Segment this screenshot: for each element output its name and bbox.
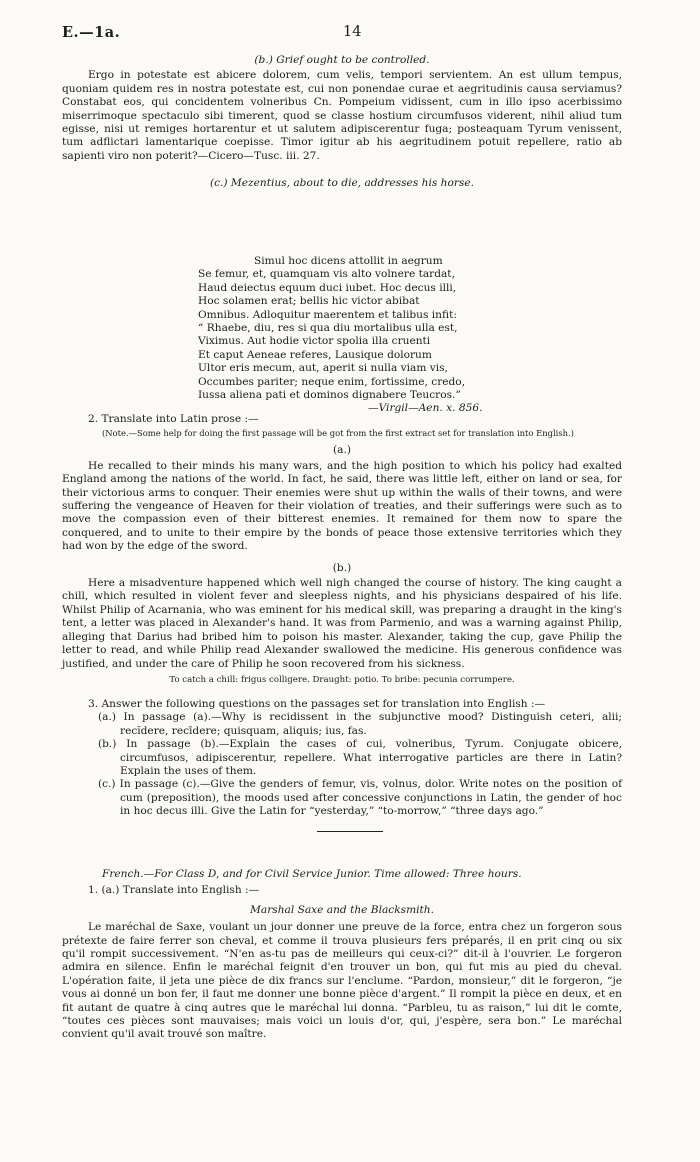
poem-attribution: —Virgil—Aen. x. 856. — [368, 402, 483, 415]
q3-a: (a.) In passage (a).—Why is recidissent in the subjunctive mood? Distinguish ceteri, alii; recĭdere, recīdere; quisquam, aliquis; ius, fas. — [98, 711, 622, 737]
q2-note: (Note.—Some help for doing the first passage will be got from the first extract set for translation into English.) — [102, 428, 574, 439]
document-code: E.—1a. — [62, 24, 121, 41]
question-3 — [62, 698, 622, 819]
q2-vocab: To catch a chill: frigus colligere. Draught: potio. To bribe: pecunia corrumpere. — [169, 674, 515, 685]
q2-heading: 2. Translate into Latin prose :— — [88, 413, 259, 425]
passage-c-poem — [198, 255, 482, 416]
poem-line: Omnibus. Adloquitur maerentem et talibus infit: — [198, 308, 457, 321]
poem-line: Ultor eris mecum, aut, aperit si nulla viam vis, — [198, 362, 448, 375]
section-divider — [317, 831, 383, 832]
q2-b-text: Here a misadventure happened which well nigh changed the course of history. The king caught a chill, which resulted in violent fever and sleepless nights, and his physicians despaired of his life. Whilst Philip of Acarnania, who was eminent for his medical skill, was preparing a draught in the king's tent, a letter was placed in Alexander's hand. It was from Parmenio, and was a warning against Philip, alleging that Darius had bribed him to poison his master. Alexander, taking the cup, gave Philip the letter to read, and while Philip read Alexander swallowed the medicine. His generous confidence was justified, and under the care of Philip he soon recovered from his sickness. — [62, 577, 622, 670]
french-passage-title: Marshal Saxe and the Blacksmith. — [250, 903, 434, 916]
poem-line: Se femur, et, quamquam vis alto volnere tardat, — [198, 268, 455, 281]
poem-line: Viximus. Aut hodie victor spolia illa cruenti — [198, 335, 431, 348]
q2-b-label: (b.) — [332, 561, 352, 574]
passage-c-title: (c.) Mezentius, about to die, addresses his horse. — [210, 177, 474, 190]
latin-section — [62, 54, 622, 191]
french-section — [62, 868, 622, 1042]
poem-line: “ Rhaebe, diu, res si qua diu mortalibus ulla est, — [198, 322, 458, 335]
q2-a-label: (a.) — [333, 444, 351, 457]
french-heading: French.—For Class D, and for Civil Service Junior. Time allowed: Three hours. — [102, 868, 522, 880]
poem-line: Haud deiectus equum duci iubet. Hoc decus illi, — [198, 281, 457, 294]
passage-b-text: Ergo in potestate est abicere dolorem, cum velis, tempori servientem. An est ullum tempus, quoniam quidem res in nostra potestate est, cui non ponendae curae et aegritudinis causa serviamus? Constabat eos, qui concidentem volneribus Cn. Pompeium vidissent, cum in illo ipso acerbissimo miserrimoque spectaculo sibi timerent, quod se classe hostium circumfusos viderent, nihil aliud tum egisse, nisi ut remiges hortarentur et ut salutem adipiscerentur fuga; posteaquam Tyrum venissent, tum adflictari lamentarique coepisse. Timor igitur ab his aegritudinem potuit repellere, ratio ab sapienti viro non poterit?—Cicero—Tusc. iii. 27. — [62, 69, 622, 162]
french-passage-text: Le maréchal de Saxe, voulant un jour donner une preuve de la force, entra chez un forgeron sous prétexte de faire ferrer son cheval, et comme il trouva plusieurs fers préparés, il en prit cinq ou six qu'il rompit successivement. “N'en as-tu pas de meilleurs qui ceux-ci?” dit-il à l'ouvrier. Le forgeron admira en silence. Enfin le maréchal feignit d'en trouver un bon, qui fut mis au pied du cheval. L'opération faite, il jeta une pièce de dix francs sur l'enclume. “Pardon, monsieur,” dit le forgeron, “je vous ai donné un bon fer, il faut me donner une bonne pièce d'argent.” Il rompit la pièce en deux, et en fit autant de quatre à cinq autres que le maréchal lui donna. “Parbleu, tu as raison,” lui dit le comte, “toutes ces pièces sont mauvaises; mais voici un louis d'or, qui, j'espère, sera bon.” Le maréchal convient qu'il avait trouvé son maître. — [62, 921, 622, 1041]
q3-b: (b.) In passage (b).—Explain the cases of cui, volneribus, Tyrum. Conjugate obicere, circumfusos, adipiscerentur, repellere. What interrogative particles are there in Latin? Explain the uses of them. — [98, 738, 622, 778]
poem-line: Iussa aliena pati et dominos dignabere Teucros.” — [198, 389, 461, 402]
q2-a-text: He recalled to their minds his many wars, and the high position to which his policy had exalted England among the nations of the world. In fact, he said, there was little left, either on land or sea, for their victorious arms to conquer. Their enemies were shut up within the walls of their towns, and were suffering the vengeance of Heaven for their violation of treaties, and their sufferings were such as to move the compassion even of their bitterest enemies. It remained for them now to spare the conquered, and to unite to their empire by the bonds of peace those extensive territories which they had won by the edge of the sword. — [62, 459, 622, 553]
page-number: 14 — [343, 24, 362, 40]
poem-line: Occumbes pariter; neque enim, fortissime, credo, — [198, 375, 466, 388]
poem-line: Et caput Aeneae referes, Lausique dolorum — [198, 348, 432, 361]
question-2 — [62, 413, 622, 687]
passage-b-title: (b.) Grief ought to be controlled. — [254, 54, 430, 66]
q3-c: (c.) In passage (c).—Give the genders of femur, vis, volnus, dolor. Write notes on the position of cum (preposition), the moods used after concessive conjunctions in Latin, the gender of hoc in hoc decus illi. Give the Latin for “yesterday,” “to-morrow,” “three days ago.” — [98, 778, 622, 818]
french-q1: 1. (a.) Translate into English :— — [88, 884, 260, 897]
poem-line: Hoc solamen erat; bellis hic victor abibat — [198, 295, 420, 308]
q3-heading: 3. Answer the following questions on the passages set for translation into English :— — [88, 698, 546, 710]
poem-line: Simul hoc dicens attollit in aegrum — [254, 255, 443, 267]
